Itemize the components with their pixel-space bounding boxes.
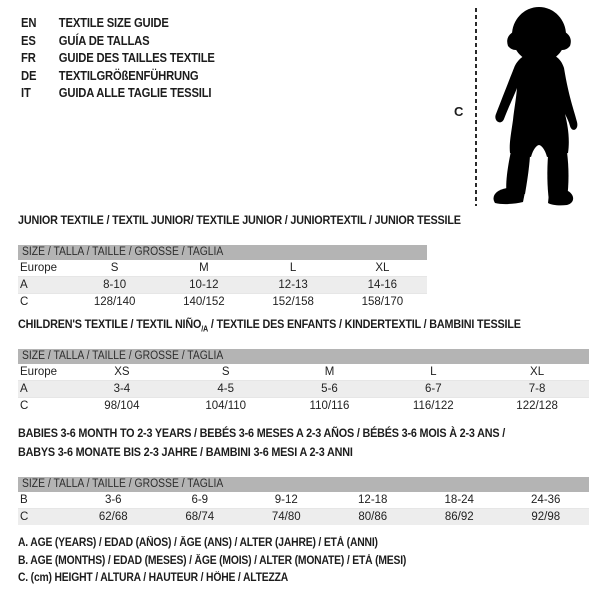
cell: XS (70, 364, 174, 381)
cell: 18-24 (416, 492, 503, 509)
cell: 4-5 (174, 381, 278, 398)
size-table-section-children (18, 317, 589, 414)
language-title: TEXTILE SIZE GUIDE (58, 16, 169, 30)
cell: 104/110 (205, 400, 247, 413)
legend-line-a: A. AGE (YEARS) / EDAD (AÑOS) / ÂGE (ANS) / ALTER (JAHRE) / ETÀ (ANNI) (18, 537, 378, 549)
cell: 128/140 (93, 296, 136, 309)
cell: 80/86 (358, 511, 388, 524)
measurement-legend (18, 535, 449, 588)
row-label: Europe (18, 260, 70, 277)
cell: 14-16 (338, 277, 427, 294)
language-row (21, 33, 215, 51)
cell: 86/92 (444, 511, 474, 524)
language-code: DE (21, 68, 37, 83)
language-title: GUIDA ALLE TAGLIE TESSILI (58, 86, 212, 100)
row-label: C (20, 296, 29, 309)
language-code: EN (21, 16, 37, 30)
language-code: ES (21, 33, 36, 48)
language-title: TEXTILGRÖßENFÜHRUNG (58, 68, 199, 83)
junior-size-table (18, 260, 427, 310)
language-code: IT (21, 86, 31, 100)
height-figure (440, 0, 600, 216)
cell: 12-13 (249, 277, 338, 294)
table-row (18, 294, 427, 311)
cell: 62/68 (98, 511, 128, 524)
table-row (18, 260, 427, 277)
row-label: A (18, 277, 70, 294)
row-label: C (20, 511, 29, 524)
cell: 12-18 (330, 492, 417, 509)
language-row (21, 50, 215, 68)
row-label: A (18, 381, 70, 398)
table-row (18, 492, 589, 509)
cell: 9-12 (243, 492, 330, 509)
cell: 140/152 (183, 296, 225, 309)
cell: 3-4 (70, 381, 174, 398)
size-header-bar: SIZE / TALLA / TAILLE / GRÖSSE / TAGLIA (18, 477, 589, 492)
cell: 24-36 (503, 492, 590, 509)
legend-line-c: C. (cm) HEIGHT / ALTURA / HAUTEUR / HÖHE / ALTEZZA (18, 572, 289, 584)
cell: 68/74 (185, 511, 215, 524)
cell: 7-8 (485, 381, 589, 398)
cell: M (159, 260, 248, 277)
size-header-bar: SIZE / TALLA / TAILLE / GRÖSSE / TAGLIA (18, 245, 427, 260)
cell: 74/80 (271, 511, 301, 524)
cell: 5-6 (278, 381, 382, 398)
size-table-section-babies (18, 426, 589, 525)
cell: 10-12 (159, 277, 248, 294)
table-title-line2: BABYS 3-6 MONATE BIS 2-3 JAHRE / BAMBINI 3-6 MESI A 2-3 ANNI (18, 445, 353, 460)
cell: M (278, 364, 382, 381)
babies-size-table (18, 492, 589, 525)
language-row (21, 85, 215, 103)
cell: 3-6 (70, 492, 157, 509)
height-dashed-line (475, 8, 477, 206)
children-size-table (18, 364, 589, 414)
cell: 116/122 (412, 400, 454, 413)
cell: 92/98 (531, 511, 561, 524)
cell: 110/116 (309, 400, 350, 413)
cell: 152/158 (272, 296, 314, 309)
row-label: C (20, 400, 29, 413)
cell: 122/128 (516, 400, 558, 413)
table-row (18, 398, 589, 415)
cell: S (70, 260, 159, 277)
cell: XL (338, 260, 427, 277)
cell: 6-7 (381, 381, 485, 398)
cell: L (249, 260, 338, 277)
height-measure-label: C (454, 104, 464, 119)
cell: 98/104 (104, 400, 140, 413)
legend-line-b: B. AGE (MONTHS) / EDAD (MESES) / ÂGE (MOIS) / ALTER (MONATE) / ETÀ (MESI) (18, 554, 407, 567)
cell: L (381, 364, 485, 381)
size-header-bar: SIZE / TALLA / TAILLE / GRÖSSE / TAGLIA (18, 349, 589, 364)
cell: 8-10 (70, 277, 159, 294)
cell: S (174, 364, 278, 381)
table-title: JUNIOR TEXTILE / TEXTIL JUNIOR/ TEXTILE JUNIOR / JUNIORTEXTIL / JUNIOR TESSILE (18, 213, 461, 227)
language-row (21, 15, 215, 33)
language-title: GUIDE DES TAILLES TEXTILE (58, 51, 215, 65)
language-row (21, 68, 215, 86)
row-label: B (18, 492, 70, 509)
row-label: Europe (18, 364, 70, 381)
language-code: FR (21, 51, 36, 65)
table-row (18, 277, 427, 294)
cell: 6-9 (157, 492, 244, 509)
cell: XL (485, 364, 589, 381)
table-row (18, 381, 589, 398)
cell: 158/170 (361, 296, 404, 309)
table-title: CHILDREN'S TEXTILE / TEXTIL $NIÑO_{/A}$ / TEXTILE DES ENFANTS / KINDERTEXTIL / BAMBINI TESSILE (18, 317, 521, 334)
table-row (18, 364, 589, 381)
language-list (21, 15, 236, 103)
language-title: GUÍA DE TALLAS (58, 33, 150, 48)
size-table-section-junior (18, 213, 461, 310)
table-title: BABIES 3-6 MONTH TO 2-3 YEARS / BEBÉS 3-6 MESES A 2-3 AÑOS / BÉBÉS 3-6 MOIS À 2-3 ANS / (18, 426, 506, 440)
table-row (18, 509, 589, 526)
toddler-silhouette-icon (486, 2, 592, 214)
